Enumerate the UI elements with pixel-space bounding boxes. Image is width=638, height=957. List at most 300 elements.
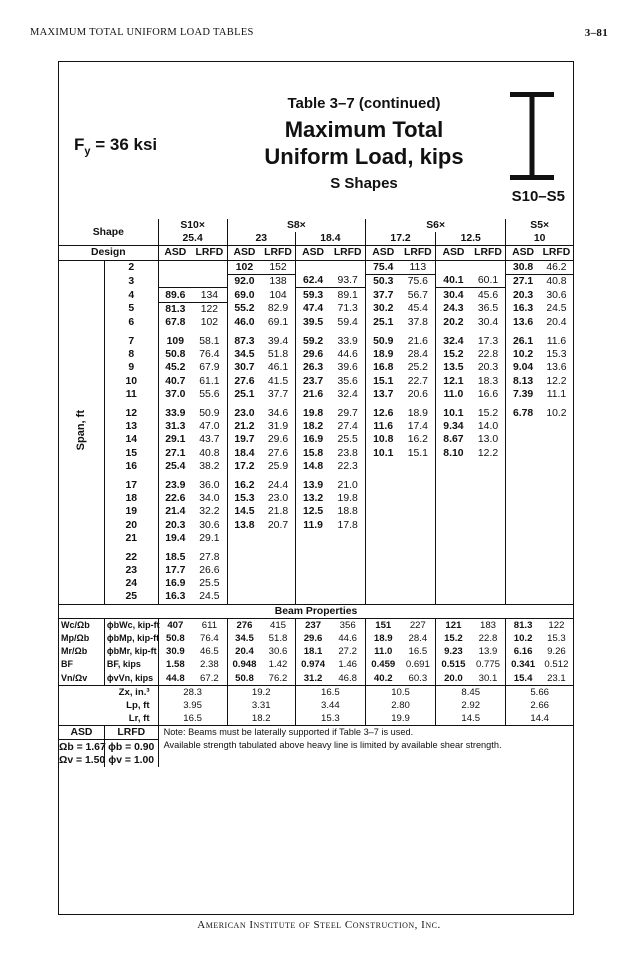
section-title: MAXIMUM TOTAL UNIFORM LOAD TABLES (30, 27, 254, 38)
load-value: 37.0 (158, 388, 192, 401)
load-value: 45.6 (477, 289, 499, 301)
load-value: 16.9 (158, 577, 192, 590)
load-value (471, 492, 506, 505)
load-value (401, 590, 436, 604)
table-header (59, 62, 573, 219)
load-value: 15.2 (477, 408, 499, 420)
table-number: Table 3–7 (continued) (287, 95, 441, 112)
load-value: 6.78 (506, 407, 540, 420)
load-value (506, 564, 540, 577)
section-property-value: 3.44 (295, 699, 365, 712)
property-value: 16.5 (408, 646, 428, 658)
table-row (59, 433, 573, 446)
property-value: 407 (158, 618, 192, 632)
load-value: 39.6 (337, 362, 358, 374)
load-value: 24.5 (546, 303, 567, 315)
property-value: 20.4 (227, 645, 261, 658)
section-property-value: 2.92 (436, 699, 506, 712)
span-value: 16 (104, 460, 158, 473)
table-row (59, 460, 573, 473)
load-value: 122 (200, 303, 219, 315)
load-value: 22.6 (158, 492, 192, 505)
load-value: 71.3 (337, 303, 358, 315)
load-value: 75.6 (407, 275, 428, 287)
asd-header: ASD (295, 246, 330, 260)
property-row (59, 645, 573, 658)
load-value: 17.7 (158, 564, 192, 577)
property-value: 276 (227, 618, 261, 632)
load-value: 81.3 (158, 302, 192, 316)
load-value: 13.5 (436, 361, 471, 374)
load-value: 12.5 (295, 505, 330, 518)
section-property-row (59, 685, 573, 699)
load-value: 27.4 (337, 421, 358, 433)
load-value: 62.4 (295, 274, 330, 288)
table-row (59, 577, 573, 590)
load-value (295, 590, 330, 604)
load-value: 45.2 (158, 361, 192, 374)
load-value (227, 577, 261, 590)
section-property-value: 18.2 (227, 712, 295, 726)
load-value: 24.5 (199, 591, 220, 603)
i-beam-icon (506, 90, 558, 182)
property-value: 9.26 (547, 646, 566, 658)
section-property-value: 2.80 (365, 699, 435, 712)
load-value: 38.2 (199, 460, 220, 472)
load-value: 20.3 (158, 518, 192, 531)
load-value: 15.8 (295, 447, 330, 460)
property-value: 23.1 (547, 672, 566, 684)
asd-property-label: Mp/Ωb (61, 633, 90, 644)
load-value (261, 577, 295, 590)
shape-weight: 17.2 (365, 232, 435, 246)
load-value (471, 479, 506, 492)
property-value: 27.2 (338, 646, 357, 658)
load-value: 29.6 (295, 348, 330, 361)
load-value: 69.1 (267, 316, 289, 328)
load-value (471, 505, 506, 518)
span-value: 22 (104, 551, 158, 564)
load-value (401, 551, 436, 564)
asd-header: ASD (506, 246, 540, 260)
load-value (365, 564, 400, 577)
load-value (330, 260, 365, 274)
property-value: 76.2 (268, 672, 288, 684)
load-value (158, 274, 192, 288)
load-value (295, 577, 330, 590)
load-value (401, 564, 436, 577)
load-value (401, 532, 436, 545)
load-value: 76.4 (199, 349, 220, 361)
load-value: 14.0 (477, 421, 499, 433)
design-label: Design (59, 246, 158, 260)
load-value: 104 (269, 289, 287, 301)
span-value: 5 (104, 302, 158, 316)
table-row (59, 590, 573, 604)
load-value: 13.0 (477, 434, 499, 446)
load-value: 25.4 (158, 460, 192, 473)
load-value: 46.1 (267, 362, 289, 374)
load-value: 16.3 (506, 302, 540, 316)
load-value (330, 564, 365, 577)
load-value: 15.3 (546, 349, 567, 361)
load-value: 10.1 (365, 447, 400, 460)
span-value: 21 (104, 532, 158, 545)
load-value: 24.3 (436, 302, 471, 316)
load-value: 28.4 (407, 349, 428, 361)
load-value: 69.0 (227, 288, 261, 302)
span-axis-label (59, 260, 104, 604)
load-value: 29.1 (158, 433, 192, 446)
load-value (261, 551, 295, 564)
property-value: 415 (270, 619, 287, 631)
load-value: 7.39 (506, 388, 540, 401)
property-value: 1.42 (268, 659, 288, 671)
load-value: 16.2 (407, 434, 428, 446)
load-value (261, 564, 295, 577)
running-header (30, 27, 608, 41)
load-value: 10.2 (546, 408, 567, 420)
property-value: 18.9 (365, 632, 400, 645)
yield-stress: $F_y = 36$ ksi (74, 135, 158, 158)
property-value: 67.2 (200, 672, 219, 684)
omega-v: Ωv = 1.50 (59, 754, 106, 766)
property-value: 13.9 (478, 646, 498, 658)
load-value (192, 274, 227, 288)
load-value (540, 420, 573, 433)
table-title: Maximum Total Uniform Load, kips (264, 117, 464, 169)
table-row (59, 260, 573, 274)
shape-weight: 25.4 (158, 232, 227, 246)
property-value: 0.459 (365, 658, 400, 671)
load-value: 14.5 (227, 505, 261, 518)
lrfd-property-label: ϕbWc, kip-ft (104, 618, 158, 632)
table-row (59, 375, 573, 388)
load-value (365, 532, 400, 545)
property-value: 0.512 (544, 659, 569, 671)
load-value: 8.13 (506, 375, 540, 388)
load-value (540, 532, 573, 545)
load-value: 22.8 (477, 349, 499, 361)
load-value: 30.6 (546, 289, 567, 301)
load-value: 27.1 (506, 274, 540, 288)
load-value: 50.3 (365, 274, 400, 288)
load-value: 55.2 (227, 302, 261, 316)
span-value: 4 (104, 288, 158, 302)
load-value (540, 492, 573, 505)
section-property-value: 14.4 (506, 712, 573, 726)
phi-b: ϕb = 0.90 (104, 740, 158, 754)
load-value: 50.9 (365, 335, 400, 348)
property-value: 20.0 (436, 672, 471, 686)
load-value (471, 551, 506, 564)
load-value: 37.8 (407, 316, 428, 328)
load-value: 15.1 (365, 375, 400, 388)
load-value: 19.4 (158, 532, 192, 545)
section-property-value: 28.3 (158, 685, 227, 699)
load-value: 10.1 (436, 407, 471, 420)
load-value: 21.2 (227, 420, 261, 433)
load-value (506, 479, 540, 492)
load-value: 34.6 (267, 408, 289, 420)
property-value: 9.23 (436, 645, 471, 658)
load-value (436, 564, 471, 577)
property-value: 31.2 (295, 672, 330, 686)
load-value (436, 492, 471, 505)
load-value: 134 (192, 288, 227, 302)
property-value: 151 (365, 618, 400, 632)
load-value: 11.1 (546, 388, 567, 400)
property-value: 6.16 (506, 645, 540, 658)
load-value: 18.2 (295, 420, 330, 433)
note-lateral-support: Note: Beams must be laterally supported if Table 3–7 is used. (163, 727, 414, 738)
load-value: 93.7 (330, 274, 365, 288)
load-value (436, 551, 471, 564)
property-value: 15.3 (547, 633, 566, 645)
load-value (540, 460, 573, 473)
load-value: 82.9 (267, 303, 289, 315)
span-value: 20 (104, 518, 158, 531)
load-value (471, 460, 506, 473)
shape-range: S10–S5 (511, 188, 565, 205)
publisher-footer: American Institute of Steel Construction, Inc. (197, 919, 441, 931)
shape-label: Shape (59, 219, 158, 246)
load-value: 58.1 (199, 336, 220, 348)
load-value (471, 260, 506, 274)
property-value: 81.3 (506, 618, 540, 632)
asd-property-label: Wc/Ωb (61, 619, 90, 630)
load-value (506, 505, 540, 518)
load-value: 89.1 (337, 289, 358, 301)
load-value: 23.7 (295, 375, 330, 388)
load-value: 152 (261, 260, 295, 274)
property-value: 51.8 (268, 633, 288, 645)
table-row (59, 407, 573, 420)
load-value (436, 460, 471, 473)
asd-header: ASD (227, 246, 261, 260)
load-value (436, 479, 471, 492)
span-value: 8 (104, 348, 158, 361)
lrfd-legend: LRFD (104, 726, 158, 740)
load-value: 9.34 (436, 420, 471, 433)
shape-weight: 12.5 (436, 232, 506, 246)
property-value: 227 (409, 619, 426, 631)
load-value: 35.6 (337, 375, 358, 387)
shape-group: S5× (506, 219, 573, 232)
load-value (295, 551, 330, 564)
section-property-value: 19.2 (227, 685, 295, 699)
span-value: 12 (104, 407, 158, 420)
lrfd-header: LRFD (192, 246, 227, 260)
load-value (436, 577, 471, 590)
load-value: 16.6 (477, 388, 499, 400)
property-value: 18.1 (295, 645, 330, 658)
load-value: 27.8 (199, 551, 220, 563)
load-value: 23.0 (267, 493, 289, 505)
property-value: 30.6 (268, 646, 288, 658)
load-value: 29.1 (199, 532, 220, 544)
property-value: 0.341 (506, 658, 540, 671)
load-value: 20.6 (407, 388, 428, 400)
load-value: 16.2 (227, 479, 261, 492)
lrfd-header: LRFD (261, 246, 295, 260)
property-value: 0.974 (295, 658, 330, 671)
load-value (227, 532, 261, 545)
load-value (436, 505, 471, 518)
load-value: 31.3 (158, 420, 192, 433)
load-value: 29.7 (337, 408, 358, 420)
load-value: 59.2 (295, 335, 330, 348)
load-value (192, 260, 227, 274)
load-value: 22.3 (337, 460, 358, 472)
section-property-label: Zx, in.³ (59, 685, 158, 699)
load-value (436, 518, 471, 531)
property-value: 237 (295, 618, 330, 632)
load-value: 13.6 (506, 316, 540, 329)
load-value: 67.9 (199, 362, 220, 374)
load-value: 46.2 (540, 260, 573, 274)
load-value (261, 590, 295, 604)
load-value: 40.8 (199, 447, 220, 459)
load-value (227, 551, 261, 564)
load-value (330, 590, 365, 604)
omega-b: Ωb = 1.67 (59, 741, 106, 753)
load-value: 30.4 (436, 288, 471, 302)
load-value (506, 492, 540, 505)
load-value (365, 518, 400, 531)
load-value: 25.2 (407, 362, 428, 374)
lrfd-header: LRFD (471, 246, 506, 260)
load-value: 17.8 (337, 519, 358, 531)
section-property-value: 5.66 (506, 685, 573, 699)
load-value: 27.6 (267, 447, 289, 459)
load-value (401, 577, 436, 590)
load-value: 12.1 (436, 375, 471, 388)
section-property-label: Lr, ft (128, 713, 150, 725)
load-value: 15.1 (407, 447, 428, 459)
load-value (540, 518, 573, 531)
load-value: 55.6 (199, 388, 220, 400)
load-value: 23.0 (227, 407, 261, 420)
table-row (59, 302, 573, 316)
shape-weight: 23 (227, 232, 295, 246)
property-value: 15.4 (506, 672, 540, 686)
load-value: 33.9 (158, 407, 192, 420)
load-value: 102 (200, 316, 219, 328)
section-property-label: Lp, ft (126, 699, 150, 711)
load-value: 67.8 (158, 316, 192, 329)
load-value: 13.8 (227, 518, 261, 531)
load-value: 113 (401, 260, 436, 274)
section-property-value: 10.5 (365, 685, 435, 699)
property-value: 60.3 (408, 672, 428, 684)
span-value: 6 (104, 316, 158, 329)
property-value: 10.2 (506, 632, 540, 645)
span-value: 15 (104, 447, 158, 460)
section-property-value: 14.5 (436, 712, 506, 726)
load-value (540, 505, 573, 518)
load-value: 25.1 (365, 316, 400, 329)
load-value: 15.2 (436, 348, 471, 361)
asd-property-label: BF (61, 659, 73, 670)
section-property-value: 15.3 (295, 712, 365, 726)
property-value: 50.8 (227, 672, 261, 686)
load-value: 92.0 (227, 274, 261, 288)
table-row (59, 348, 573, 361)
table-notes (158, 726, 573, 767)
load-value: 8.10 (436, 447, 471, 460)
lrfd-header: LRFD (540, 246, 573, 260)
load-value: 30.6 (199, 519, 220, 531)
property-value: 76.4 (200, 633, 219, 645)
load-value: 10.2 (506, 348, 540, 361)
property-value: 0.691 (405, 659, 430, 671)
load-value: 9.04 (506, 361, 540, 374)
load-value: 16.8 (365, 361, 400, 374)
load-value: 34.0 (199, 493, 220, 505)
beam-properties-heading: Beam Properties (59, 604, 573, 618)
load-value: 17.4 (407, 421, 428, 433)
span-value: 19 (104, 505, 158, 518)
section-property-value: 2.66 (506, 699, 573, 712)
section-property-value: 8.45 (436, 685, 506, 699)
load-value: 21.8 (267, 506, 289, 518)
load-value (158, 260, 192, 274)
load-value: 30.2 (365, 302, 400, 316)
span-value: 13 (104, 420, 158, 433)
load-value: 30.8 (506, 260, 540, 274)
load-value: 59.4 (337, 316, 358, 328)
span-value: 17 (104, 479, 158, 492)
asd-property-label: Vn/Ωv (61, 672, 88, 683)
property-value: 34.5 (227, 632, 261, 645)
load-value: 12.2 (477, 447, 499, 459)
span-label: Span, ft (74, 409, 87, 451)
load-value (401, 518, 436, 531)
load-value: 59.3 (295, 288, 330, 302)
load-value (261, 532, 295, 545)
property-value: 0.775 (476, 659, 501, 671)
load-value: 23.9 (158, 479, 192, 492)
table-row (59, 518, 573, 531)
load-value (471, 577, 506, 590)
load-value: 18.8 (337, 506, 358, 518)
span-value: 24 (104, 577, 158, 590)
load-value: 25.5 (337, 434, 358, 446)
load-value: 25.5 (199, 578, 220, 590)
load-value (436, 532, 471, 545)
span-value: 9 (104, 361, 158, 374)
load-value: 56.7 (407, 289, 428, 301)
load-value: 17.2 (227, 460, 261, 473)
load-value (471, 590, 506, 604)
load-value (506, 518, 540, 531)
page-number: 3–81 (584, 27, 608, 39)
load-value: 19.7 (227, 433, 261, 446)
property-value: 2.38 (200, 659, 219, 671)
asd-header: ASD (158, 246, 192, 260)
table-row (59, 388, 573, 401)
property-row (59, 672, 573, 686)
load-value: 20.3 (506, 288, 540, 302)
span-value: 2 (104, 260, 158, 274)
table-row (59, 564, 573, 577)
property-value: 40.2 (365, 672, 400, 686)
load-value: 50.9 (199, 408, 220, 420)
load-value (365, 479, 400, 492)
shape-weight: 18.4 (295, 232, 365, 246)
load-value: 45.4 (407, 303, 428, 315)
